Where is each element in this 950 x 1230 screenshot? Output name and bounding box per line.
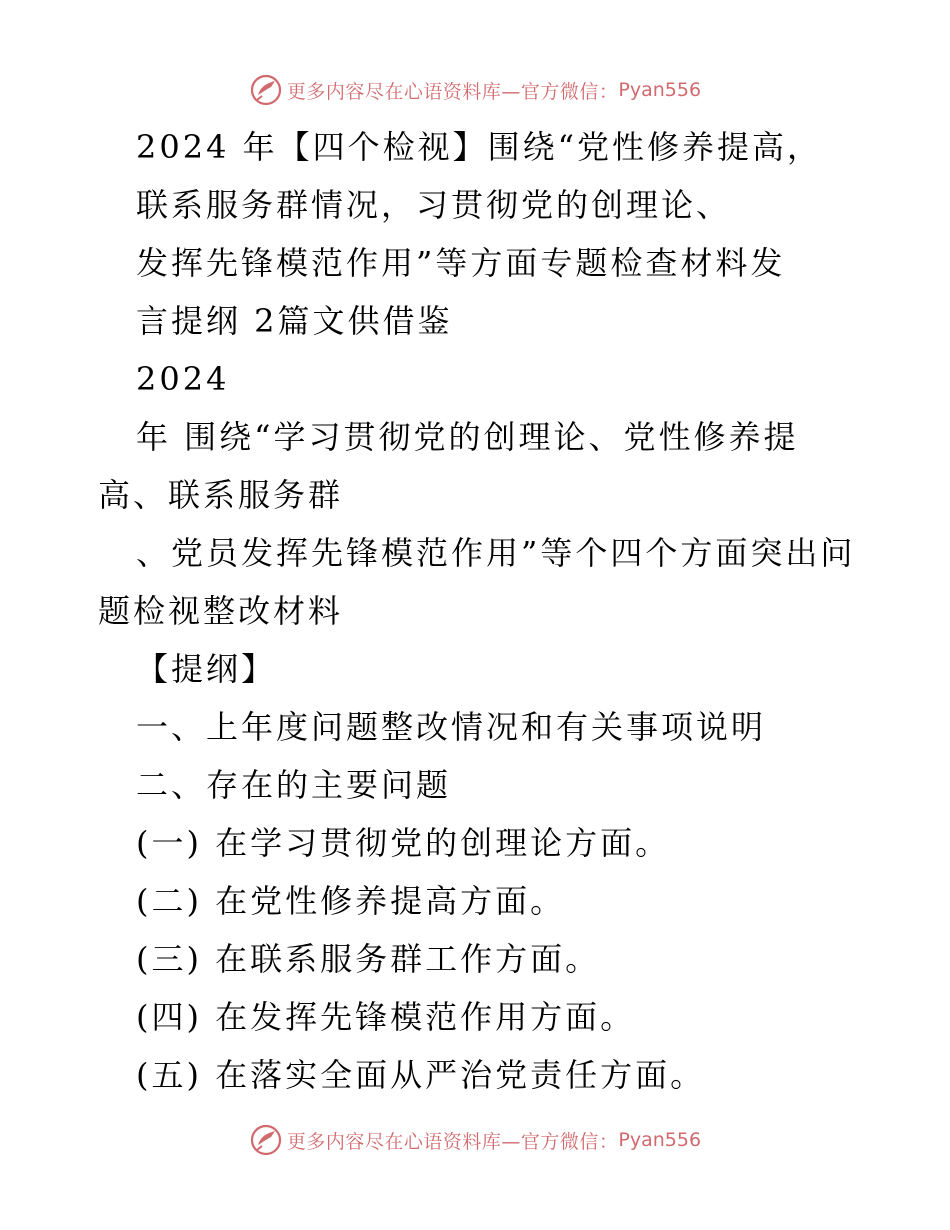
outline-subitem-3: (三) 在联系服务群工作方面。: [136, 940, 601, 978]
subtitle-line-2: 高、联系服务群: [98, 476, 344, 514]
year-line: 2024: [136, 360, 230, 398]
title-line-3: 发挥先锋模范作用”等方面专题检查材料发: [136, 244, 786, 282]
subtitle-line-1: 年 围绕“学习贯彻党的创理论、党性修养提: [136, 418, 799, 456]
title-line-2: 联系服务群情况，习贯彻党的创理论、: [136, 186, 732, 224]
outline-subitem-4: (四) 在发挥先锋模范作用方面。: [136, 998, 636, 1036]
outline-subitem-1: (一) 在学习贯彻党的创理论方面。: [136, 824, 671, 862]
pen-heart-logo-icon: [249, 73, 283, 107]
subtitle-line-4: 题检视整改材料: [98, 592, 344, 630]
outline-heading: 【提纲】: [136, 650, 277, 688]
outline-subitem-5: (五) 在落实全面从严治党责任方面。: [136, 1056, 706, 1094]
watermark-wechat-id: Pyan556: [618, 79, 702, 101]
title-line-1: 2024 年【四个检视】围绕“党性修养提高，: [136, 128, 822, 166]
watermark-header: [0, 70, 950, 110]
outline-item-1: 一、上年度问题整改情况和有关事项说明: [136, 708, 767, 746]
pen-heart-logo-icon: [249, 1123, 283, 1157]
title-line-4: 言提纲 2篇文供借鉴: [136, 302, 453, 340]
watermark-footer: [0, 1120, 950, 1160]
outline-item-2: 二、存在的主要问题: [136, 766, 452, 804]
outline-subitem-2: (二) 在党性修养提高方面。: [136, 882, 566, 920]
watermark-wechat-id: Pyan556: [618, 1129, 702, 1151]
watermark-text: 更多内容尽在心语资料库—官方微信：: [286, 1130, 619, 1153]
subtitle-line-3: 、党员发挥先锋模范作用”等个四个方面突出问: [136, 534, 856, 572]
watermark-text: 更多内容尽在心语资料库—官方微信：: [286, 80, 619, 103]
